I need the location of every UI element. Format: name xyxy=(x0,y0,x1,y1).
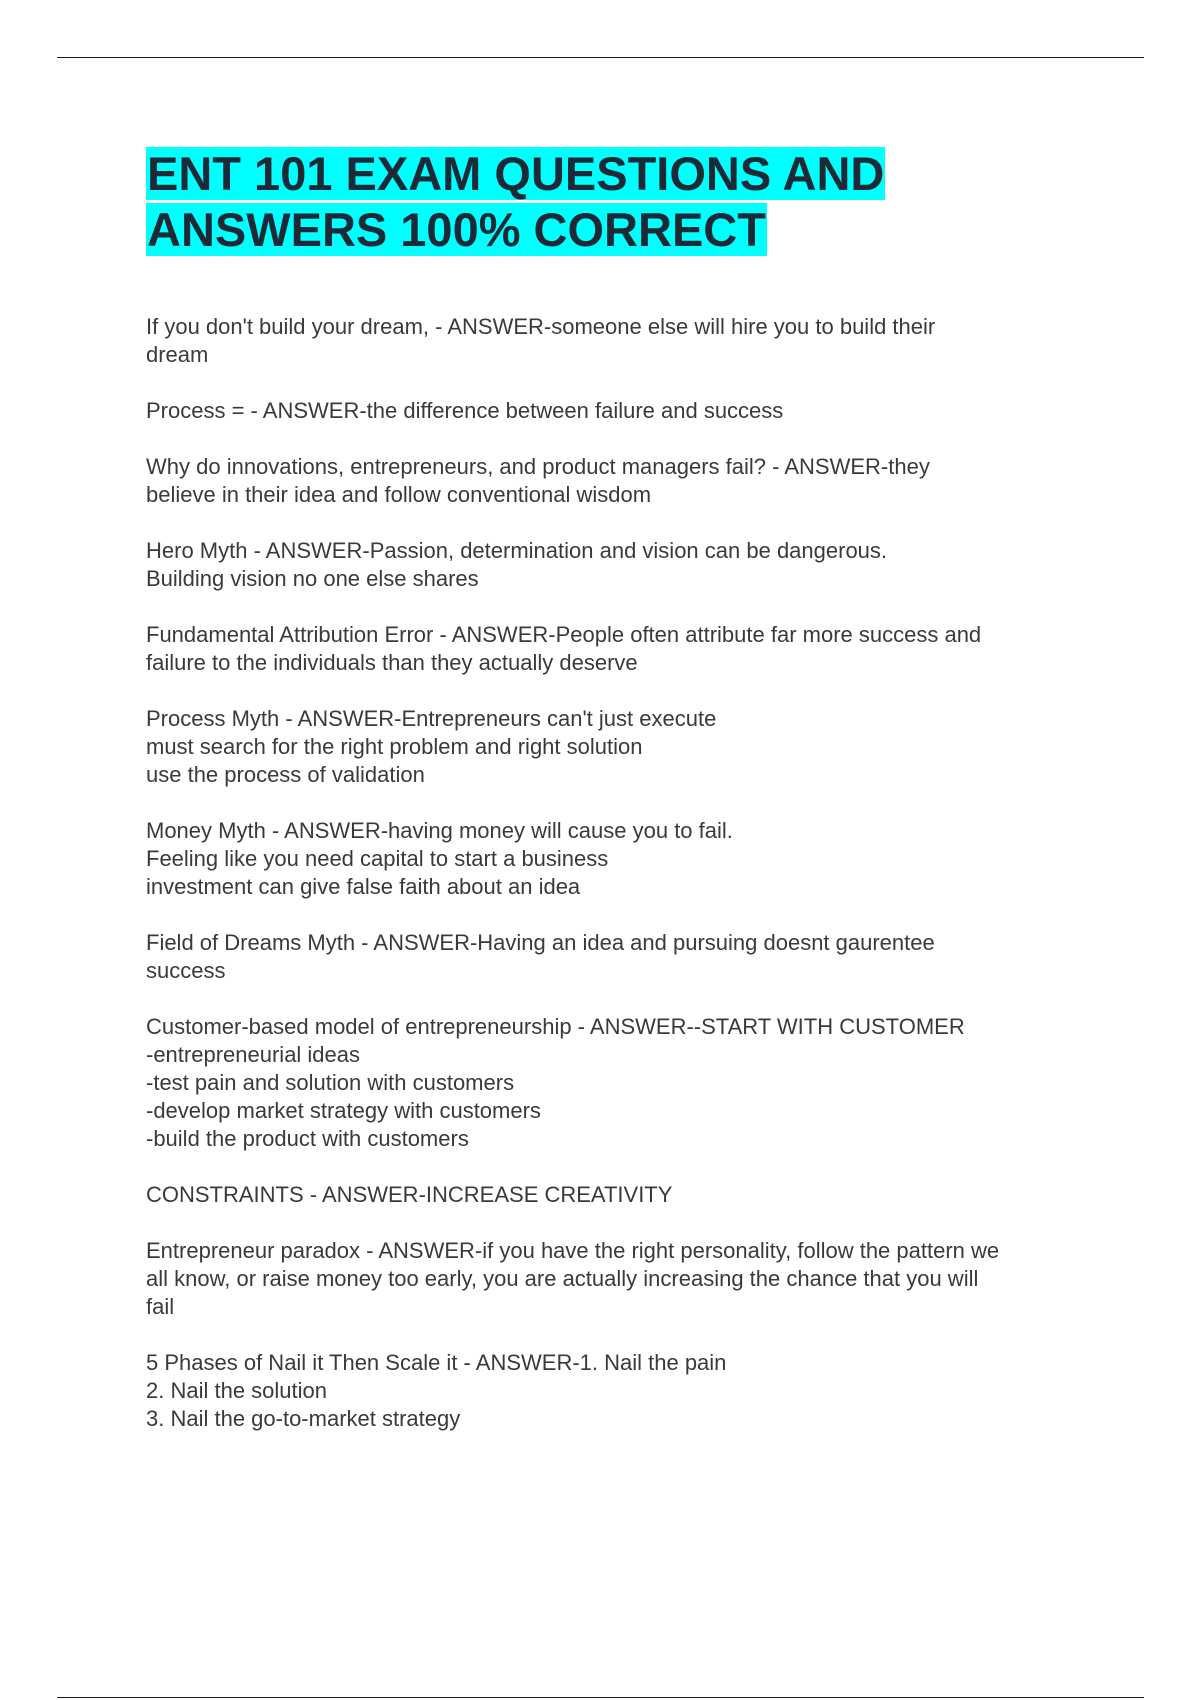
bottom-rule xyxy=(57,1697,1144,1698)
qa-line: all know, or raise money too early, you are actually increasing the chance that you will xyxy=(146,1266,979,1291)
qa-item xyxy=(146,1349,1096,1433)
qa-item xyxy=(146,397,1096,425)
qa-item xyxy=(146,817,1096,901)
qa-line: failure to the individuals than they actually deserve xyxy=(146,650,638,675)
qa-item xyxy=(146,1013,1096,1153)
qa-item xyxy=(146,621,1096,677)
qa-line: Fundamental Attribution Error - ANSWER-People often attribute far more success and xyxy=(146,622,982,647)
qa-line: 5 Phases of Nail it Then Scale it - ANSWER-1. Nail the pain xyxy=(146,1350,727,1375)
page-title xyxy=(146,146,1106,258)
qa-line: must search for the right problem and right solution xyxy=(146,734,643,759)
qa-item xyxy=(146,1181,1096,1209)
qa-line: -build the product with customers xyxy=(146,1126,469,1151)
qa-line: -entrepreneurial ideas xyxy=(146,1042,361,1067)
qa-item xyxy=(146,929,1096,985)
qa-line: Hero Myth - ANSWER-Passion, determination and vision can be dangerous. xyxy=(146,538,888,563)
title-line-text: ANSWERS 100% CORRECT xyxy=(147,203,766,256)
qa-line: Entrepreneur paradox - ANSWER-if you have the right personality, follow the pattern we xyxy=(146,1238,1000,1263)
qa-item xyxy=(146,1237,1096,1321)
qa-line: use the process of validation xyxy=(146,762,425,787)
qa-item xyxy=(146,705,1096,789)
qa-line: CONSTRAINTS - ANSWER-INCREASE CREATIVITY xyxy=(146,1182,673,1207)
qa-line: Why do innovations, entrepreneurs, and product managers fail? - ANSWER-they xyxy=(146,454,930,479)
qa-line: -develop market strategy with customers xyxy=(146,1098,541,1123)
qa-line: 3. Nail the go-to-market strategy xyxy=(146,1406,461,1431)
qa-line: Field of Dreams Myth - ANSWER-Having an idea and pursuing doesnt gaurentee xyxy=(146,930,935,955)
qa-list xyxy=(146,313,1096,1461)
qa-item xyxy=(146,537,1096,593)
title-line xyxy=(146,146,1106,202)
qa-line: 2. Nail the solution xyxy=(146,1378,327,1403)
qa-line: Process = - ANSWER-the difference between failure and success xyxy=(146,398,784,423)
qa-line: -test pain and solution with customers xyxy=(146,1070,515,1095)
title-line-text: ENT 101 EXAM QUESTIONS AND xyxy=(147,147,885,200)
qa-line: fail xyxy=(146,1294,175,1319)
qa-line: dream xyxy=(146,342,209,367)
qa-line: Building vision no one else shares xyxy=(146,566,479,591)
qa-line: If you don't build your dream, - ANSWER-someone else will hire you to build their xyxy=(146,314,936,339)
qa-line: Process Myth - ANSWER-Entrepreneurs can't just execute xyxy=(146,706,717,731)
qa-item xyxy=(146,313,1096,369)
title-line xyxy=(146,202,1106,258)
qa-line: success xyxy=(146,958,226,983)
qa-line: believe in their idea and follow conventional wisdom xyxy=(146,482,652,507)
qa-item xyxy=(146,453,1096,509)
qa-line: Feeling like you need capital to start a business xyxy=(146,846,609,871)
qa-line: investment can give false faith about an idea xyxy=(146,874,581,899)
qa-line: Money Myth - ANSWER-having money will cause you to fail. xyxy=(146,818,733,843)
top-rule xyxy=(57,57,1144,58)
qa-line: Customer-based model of entrepreneurship - ANSWER--START WITH CUSTOMER xyxy=(146,1014,965,1039)
